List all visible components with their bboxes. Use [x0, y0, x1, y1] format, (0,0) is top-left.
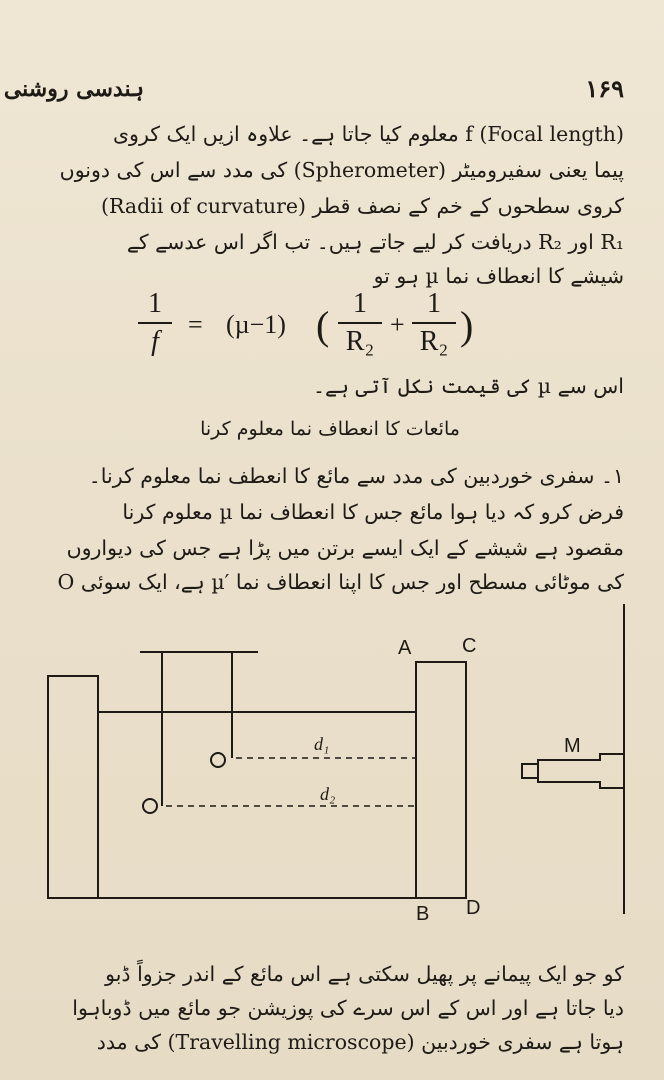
- section-heading: مائعات کا انعطاف نما معلوم کرنا: [200, 418, 460, 440]
- mu-factor: (µ−1): [226, 310, 286, 339]
- label-m: M: [564, 735, 581, 757]
- label-d2: d₂: [320, 784, 336, 804]
- text-line: R₁ اور R₂ دریافت کر لیے جاتے ہیں۔ تب اگر اس عدسے کے: [126, 230, 624, 254]
- lhs-fraction: [138, 288, 172, 358]
- label-a: A: [398, 637, 412, 659]
- apparatus-diagram: [0, 600, 664, 940]
- running-title: ہندسی روشنی: [3, 76, 144, 102]
- text-line: کو جو ایک پیمانے پر پھیل سکتی ہے اس مائع کے اندر جزواً ڈبو: [105, 962, 624, 986]
- label-b: B: [416, 903, 430, 925]
- lhs-denominator: f: [151, 326, 159, 357]
- fraction-bar: [138, 322, 172, 324]
- microscope-eyepiece: [522, 764, 538, 778]
- text-line: شیشے کا انعطاف نما µ ہو تو: [373, 264, 624, 288]
- text-line: ہوتا ہے سفری خوردبین (Travelling microscope) کی مدد: [96, 1030, 624, 1054]
- lhs-numerator: 1: [148, 288, 162, 319]
- term2-fraction: [412, 288, 456, 358]
- label-c: C: [462, 635, 477, 657]
- text-line: پیما یعنی سفیرومیٹر (Spherometer) کی مدد سے اس کی دونوں: [59, 158, 624, 182]
- term2-denominator: R₂: [419, 326, 449, 357]
- text-line: ۱۔ سفری خوردبین کی مدد سے مائع کا انعطف نما معلوم کرنا۔: [88, 464, 624, 488]
- fraction-bar: [338, 322, 382, 324]
- page-number: ۱۶۹: [585, 74, 624, 103]
- text-line: اس سے µ کی قیمت نکل آتی ہے۔: [312, 374, 624, 398]
- text-line: فرض کرو کہ دیا ہوا مائع جس کا انعطاف نما µ معلوم کرنا: [122, 500, 624, 524]
- text-line: کروی سطحوں کے خم کے نصف قطر (Radii of curvature): [101, 194, 624, 218]
- plus-sign: +: [390, 310, 405, 339]
- open-paren: (: [316, 303, 330, 348]
- lens-maker-formula: [130, 288, 550, 368]
- image-point-o-prime: [143, 799, 157, 813]
- label-d1: d₁: [314, 734, 330, 754]
- equals-sign: =: [188, 310, 203, 339]
- term1-numerator: 1: [353, 288, 367, 319]
- left-block: [48, 676, 98, 898]
- term1-denominator: R₂: [345, 326, 375, 357]
- term1-fraction: [338, 288, 382, 358]
- term2-numerator: 1: [427, 288, 441, 319]
- label-d: D: [466, 897, 481, 919]
- fraction-bar: [412, 322, 456, 324]
- close-paren: ): [460, 303, 474, 348]
- text-line: f (Focal length) معلوم کیا جاتا ہے۔ علاوہ ازیں ایک کروی: [113, 122, 624, 146]
- glass-wall: [416, 662, 466, 898]
- text-line: مقصود ہے شیشے کے ایک ایسے برتن میں پڑا ہے جس کی دیواروں: [66, 536, 624, 560]
- microscope-tube: [538, 754, 624, 788]
- text-line: کی موٹائی مسطح اور جس کا اپنا انعطاف نما ′µ ہے، ایک سوئی O: [57, 570, 624, 594]
- text-line: دیا جاتا ہے اور اس کے اس سرے کی پوزیشن جو مائع میں ڈوباہوا: [72, 996, 624, 1020]
- page-header: [3, 70, 624, 110]
